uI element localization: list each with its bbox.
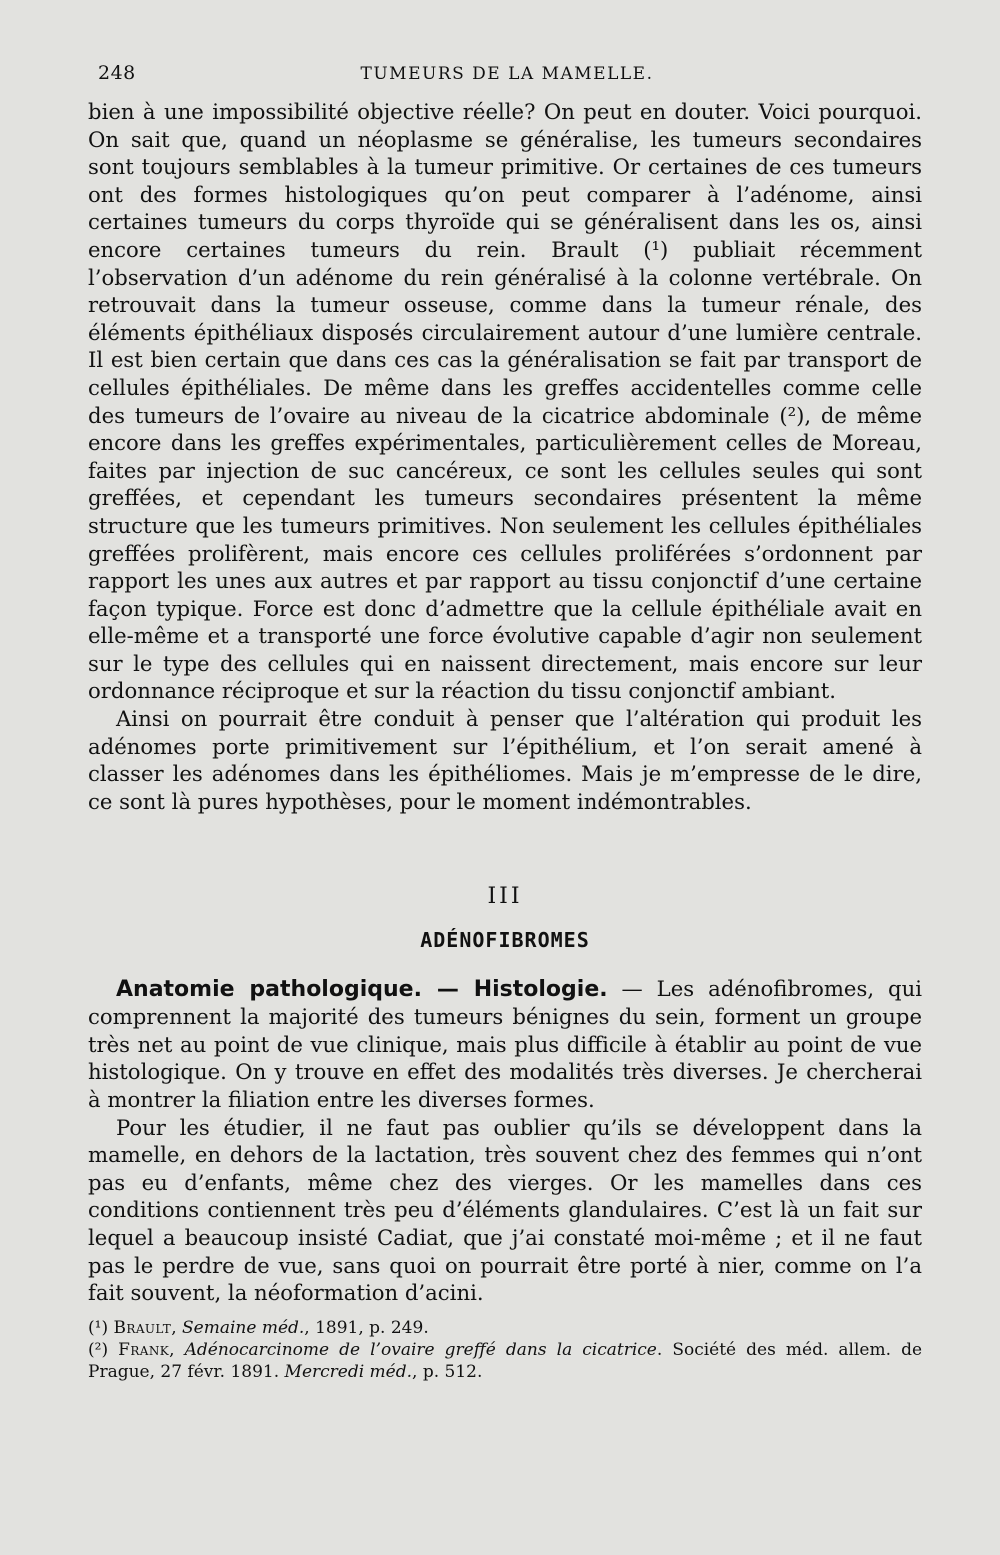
footnote-2-author: Frank (118, 1339, 170, 1360)
running-title: TUMEURS DE LA MAMELLE. (360, 64, 654, 84)
paragraph-2: Ainsi on pourrait être conduit à penser que l’altération qui produit les adénomes porte primitivement sur l’épithélium, et l’on serait amené à classer les adénomes dans les épithéliomes. Mais je m’empresse de le dire, ce sont là pures hypothèses, pour le moment indémontrables. (88, 706, 922, 814)
paragraph-1 (88, 98, 922, 705)
page-number: 248 (98, 62, 136, 84)
footnote-2-citation: . Société des méd. allem. de Prague, 27 févr. 1891. (88, 1339, 923, 1382)
paragraph-1-text-b: publiait récemment l’observation d’un adénome du rein généralisé à la colonne vertébrale. On retrouvait dans la tumeur osseuse, comme dans la tumeur rénale, des éléments épithéliaux disposés circulairement autour d’une lumière centrale. Il est bien certain que dans ces cas la généralisation se fait par transport de cellules épithéliales. De même dans les greffes accidentelles comme celle des tumeurs de l’ovaire au niveau de la cicatrice abdominale (88, 236, 922, 428)
footnote-1-marker: (¹) (88, 1317, 109, 1338)
paragraph-3 (88, 975, 922, 1114)
footnote-1-sep: , (171, 1317, 183, 1338)
paragraph-1-text-a: bien à une impossibilité objective réelle? On peut en douter. Voici pourquoi. On sait que, quand un néoplasme se généralise, les tumeurs secondaires sont toujours semblables à la tumeur primitive. Or certaines de ces tumeurs ont des formes histologiques qu’on peut comparer à l’adénome, ainsi certaines tumeurs du corps thyroïde qui se généralisent dans les os, ainsi encore certaines tumeurs du rein. Brault (88, 99, 922, 262)
footnote-2-sep: , (169, 1339, 185, 1360)
footnote-ref-2: (²) (779, 402, 805, 428)
footnote-2 (88, 1339, 922, 1383)
footnote-ref-1: (¹) (643, 236, 669, 262)
footnote-2-page: , p. 512. (412, 1361, 483, 1382)
paragraph-4: Pour les étudier, il ne faut pas oublier qu’ils se développent dans la mamelle, en dehors de la lactation, très souvent chez des femmes qui n’ont pas eu d’enfants, même chez des vierges. Or les mamelles dans ces conditions contiennent très peu d’éléments glandulaires. C’est là un fait sur lequel a beaucoup insisté Cadiat, que j’ai constaté moi-même ; et il ne faut pas le perdre de vue, sans quoi on pourrait être porté à nier, comme on l’a fait souvent, la néoformation d’acini. (88, 1114, 922, 1306)
footnote-1-citation: , 1891, p. 249. (304, 1317, 429, 1338)
footnote-1 (88, 1317, 922, 1339)
paragraph-3-text: — Les adénofibromes, qui comprennent la majorité des tumeurs bénignes du sein, forment un groupe très net au point de vue clinique, mais plus difficile à établir au point de vue histologique. On y trouve en effet des modalités très diverses. Je chercherai à montrer la filiation entre les diverses formes. (88, 975, 922, 1112)
page-body (88, 98, 922, 1383)
footnote-1-journal: Semaine méd. (182, 1317, 305, 1338)
running-head (92, 62, 922, 92)
section-number: III (487, 884, 523, 910)
footnote-2-title: Adénocarcinome de l’ovaire greffé dans la cicatrice (184, 1339, 657, 1360)
footnote-2-marker: (²) (88, 1339, 109, 1360)
footnotes (88, 1317, 922, 1383)
footnote-2-journal: Mercredi méd. (284, 1361, 413, 1382)
subheading: Anatomie pathologique. — Histologie. (116, 976, 608, 1002)
paragraph-1-text-c: , de même encore dans les greffes expérimentales, particulièrement celles de Moreau, faites par injection de suc cancéreux, ce sont les cellules seules qui sont greffées, et cependant les tumeurs secondaires présentent la même structure que les tumeurs primitives. Non seulement les cellules épithéliales greffées prolifèrent, mais encore ces cellules proliférées s’ordonnent par rapport les unes aux autres et par rapport au tissu conjonctif d’une certaine façon typique. Force est donc d’admettre que la cellule épithéliale avait en elle-même et a transporté une force évolutive capable d’agir non seulement sur le type des cellules qui en naissent directement, mais encore sur leur ordonnance réciproque et sur la réaction du tissu conjonctif ambiant. (88, 402, 922, 704)
footnote-1-author: Brault (113, 1317, 172, 1338)
section-title: ADÉNOFIBROMES (420, 928, 590, 953)
